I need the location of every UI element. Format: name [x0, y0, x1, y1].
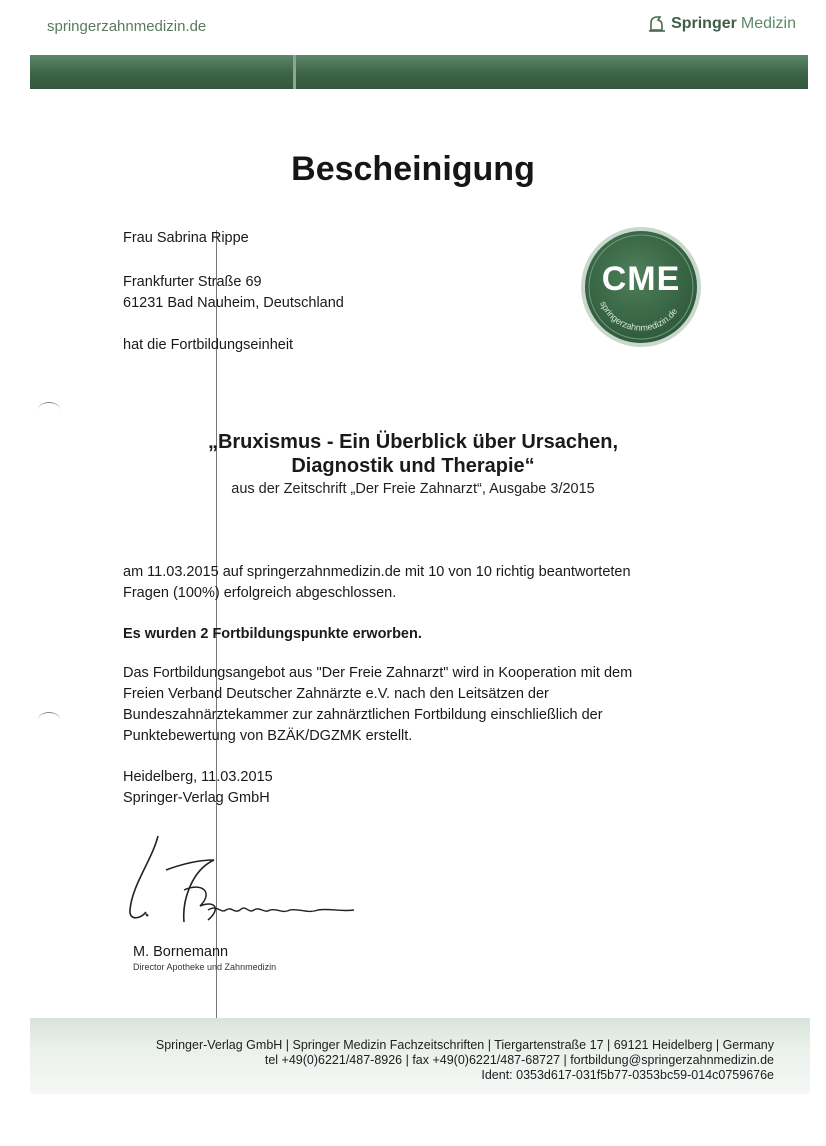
footer: [156, 1038, 774, 1083]
brand-springer: Springer: [671, 15, 737, 32]
signer-name: M. Bornemann: [133, 944, 229, 960]
signer-role: Director Apotheke und Zahnmedizin: [133, 962, 277, 972]
cooperation-line1: Das Fortbildungsangebot aus "Der Freie Zahnarzt" wird in Kooperation mit dem: [123, 665, 633, 681]
recipient-city: 61231 Bad Nauheim, Deutschland: [123, 295, 344, 311]
course-title-line2: Diagnostik und Therapie“: [291, 455, 535, 477]
cooperation-line3: Bundeszahnärztekammer zur zahnärztlichen Fortbildung einschließlich der: [123, 707, 603, 723]
cme-ring-text: springerzahnmedizin.de: [598, 299, 680, 333]
handwritten-signature: [122, 830, 362, 935]
header-bar: [30, 55, 808, 89]
publisher-name: Springer-Verlag GmbH: [123, 790, 270, 806]
footer-ident: Ident: 0353d617-031f5b77-0353bc59-014c0759676e: [481, 1068, 774, 1082]
course-source: aus der Zeitschrift „Der Freie Zahnarzt“, Ausgabe 3/2015: [231, 481, 595, 497]
scan-fold-line: [216, 230, 217, 1090]
course-title-line1: „Bruxismus - Ein Überblick über Ursachen,: [207, 431, 619, 453]
place-date: Heidelberg, 11.03.2015: [123, 769, 273, 785]
brand-medizin: Medizin: [740, 15, 796, 32]
cme-badge: [580, 226, 702, 348]
punch-hole-mark: [38, 712, 60, 727]
completion-line1: am 11.03.2015 auf springerzahnmedizin.de mit 10 von 10 richtig beantworteten: [123, 564, 631, 580]
recipient-name: Frau Sabrina Rippe: [123, 230, 249, 246]
punch-hole-mark: [38, 402, 60, 417]
footer-contact: tel +49(0)6221/487-8926 | fax +49(0)6221/487-68727 | fortbildung@springerzahnmedizin.de: [264, 1053, 774, 1067]
points-earned: Es wurden 2 Fortbildungspunkte erworben.: [123, 626, 422, 642]
cooperation-line4: Punktebewertung von BZÄK/DGZMK erstellt.: [123, 728, 413, 744]
footer-address: Springer-Verlag GmbH | Springer Medizin Fachzeitschriften | Tiergartenstraße 17 | 69121 Heidelberg | Germany: [155, 1038, 774, 1052]
cme-label: CME: [601, 260, 681, 298]
springer-medizin-logo: [647, 14, 796, 34]
site-url: springerzahnmedizin.de: [47, 18, 207, 35]
cooperation-line2: Freien Verband Deutscher Zahnärzte e.V. nach den Leitsätzen der: [123, 686, 549, 702]
intro-text: hat die Fortbildungseinheit: [123, 337, 294, 353]
springer-horse-icon: [647, 14, 667, 34]
certificate-heading: Bescheinigung: [291, 150, 535, 188]
recipient-street: Frankfurter Straße 69: [123, 274, 262, 290]
completion-line2: Fragen (100%) erfolgreich abgeschlossen.: [123, 585, 397, 601]
